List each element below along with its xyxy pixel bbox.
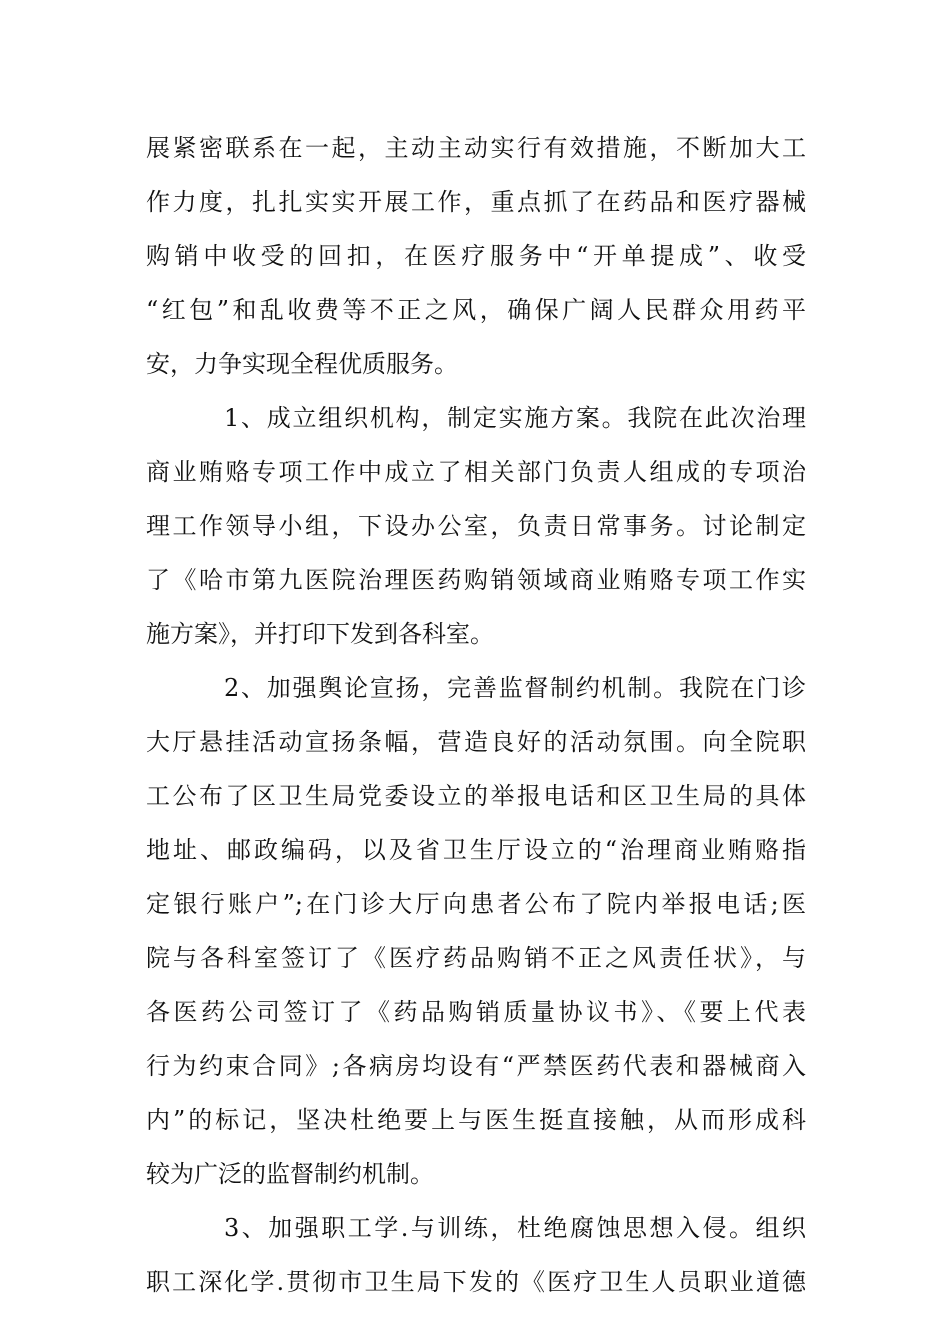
text-line: “红包”和乱收费等不正之风，确保广阔人民群众用药平 bbox=[146, 296, 806, 324]
text-line: 较为广泛的监督制约机制。 bbox=[146, 1160, 434, 1188]
text-line: 了《哈市第九医院治理医药购销领域商业贿赂专项工作实 bbox=[146, 566, 806, 594]
text-line: 职工深化学.贯彻市卫生局下发的《医疗卫生人员职业道德 bbox=[146, 1268, 806, 1296]
text-line: 1、成立组织机构，制定实施方案。我院在此次治理 bbox=[224, 404, 806, 432]
text-line: 展紧密联系在一起，主动主动实行有效措施，不断加大工 bbox=[146, 134, 806, 162]
text-line: 工公布了区卫生局党委设立的举报电话和区卫生局的具体 bbox=[146, 782, 806, 810]
text-line: 理工作领导小组，下设办公室，负责日常事务。讨论制定 bbox=[146, 512, 806, 540]
paragraph-item-1 bbox=[146, 391, 806, 661]
text-line: 购销中收受的回扣，在医疗服务中“开单提成”、收受 bbox=[146, 242, 806, 270]
text-line: 大厅悬挂活动宣扬条幅，营造良好的活动氛围。向全院职 bbox=[146, 728, 806, 756]
paragraph-item-2 bbox=[146, 661, 806, 1201]
text-line: 内”的标记，坚决杜绝要上与医生挺直接触，从而形成科 bbox=[146, 1106, 806, 1134]
text-line: 2、加强舆论宣扬，完善监督制约机制。我院在门诊 bbox=[224, 674, 806, 702]
text-line: 各医药公司签订了《药品购销质量协议书》、《要上代表 bbox=[146, 998, 806, 1026]
text-line: 施方案》，并打印下发到各科室。 bbox=[146, 620, 494, 648]
text-line: 行为约束合同》;各病房均设有“严禁医药代表和器械商入 bbox=[146, 1052, 806, 1080]
text-line: 院与各科室签订了《医疗药品购销不正之风责任状》，与 bbox=[146, 944, 806, 972]
text-line: 作力度，扎扎实实开展工作，重点抓了在药品和医疗器械 bbox=[146, 188, 806, 216]
paragraph-intro bbox=[146, 121, 806, 391]
text-line: 定银行账户”;在门诊大厅向患者公布了院内举报电话;医 bbox=[146, 890, 806, 918]
text-line: 地址、邮政编码，以及省卫生厅设立的“治理商业贿赂指 bbox=[146, 836, 806, 864]
text-line: 3、加强职工学.与训练，杜绝腐蚀思想入侵。组织 bbox=[224, 1214, 806, 1242]
text-line: 商业贿赂专项工作中成立了相关部门负责人组成的专项治 bbox=[146, 458, 806, 486]
text-line: 安，力争实现全程优质服务。 bbox=[146, 350, 458, 378]
paragraph-item-3 bbox=[146, 1201, 806, 1309]
document-body bbox=[146, 121, 806, 1309]
